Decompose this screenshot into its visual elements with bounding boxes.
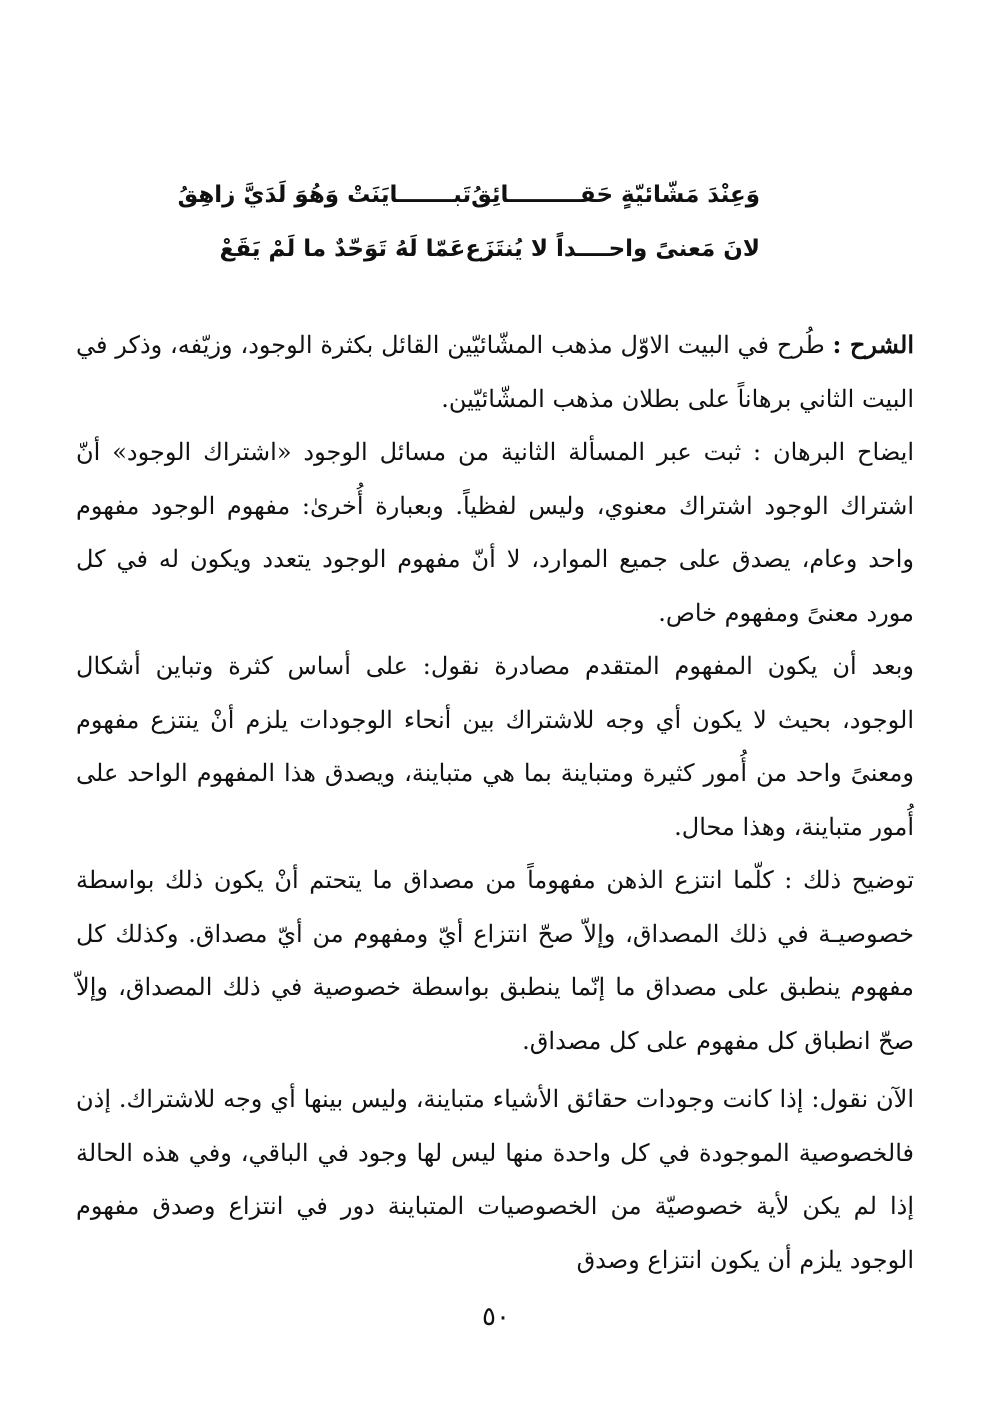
verse-line-1 xyxy=(177,168,760,222)
page-number: ٥٠ xyxy=(482,1302,510,1332)
verse-2-second-hemistich: عَمّا لَهُ تَوَحّدٌ ما لَمْ يَقَعْ xyxy=(219,236,466,262)
paragraph-text: طُرح في البيت الاوّل مذهب المشّائيّين القائل بكثرة الوجود، وزيّفه، وذكر في البيت الثاني برهاناً على بطلان مذهب المشّائيّين. xyxy=(76,331,914,413)
paragraph-text: وبعد أن يكون المفهوم المتقدم مصادرة نقول: على أساس كثرة وتباين أشكال الوجود، بحيث لا يكون أي وجه للاشتراك بين أنحاء الوجودات يلزم أنْ ينتزع مفهوم ومعنىً واحد من أُمور كثيرة ومتباينة بما هي متباينة، ويصدق هذا المفهوم الواحد على أُمور متباينة، وهذا محال. xyxy=(76,652,914,841)
paragraph-text: الآن نقول: إذا كانت وجودات حقائق الأشياء متباينة، وليس بينها أي وجه للاشتراك. إذن فالخصوصية الموجودة في كل واحدة منها ليس لها وجود في الباقي، وفي هذه الحالة إذا لم يكن لأية خصوصيّة من الخصوصيات المتباينة دور في انتزاع وصدق مفهوم الوجود يلزم أن يكون انتزاع وصدق xyxy=(76,1085,914,1274)
paragraph-proof-clarification xyxy=(76,426,914,640)
paragraph-text: توضيح ذلك : كلّما انتزع الذهن مفهوماً من مصداق ما يتحتم أنْ يكون ذلك بواسطة خصوصيـة في ذلك المصداق، وإلاّ صحّ انتزاع أيّ ومفهوم من أيّ مصداق. وكذلك كل مفهوم ينطبق على مصداق ما إنّما ينطبق بواسطة خصوصية في ذلك المصداق، وإلاّ صحّ انطباق كل مفهوم على كل مصداق. xyxy=(76,866,914,1055)
verse-line-2 xyxy=(219,222,760,276)
paragraph-text: ايضاح البرهان : ثبت عبر المسألة الثانية من مسائل الوجود «اشتراك الوجود» أنّ اشتراك الوجود اشتراك معنوي، وليس لفظياً. وبعبارة أُخرىٰ: مفهوم الوجود مفهوم واحد وعام، يصدق على جميع الموارد، لا أنّ مفهوم الوجود يتعدد ويكون له في كل مورد معنىً ومفهوم خاص. xyxy=(76,438,914,627)
paragraph-conclusion xyxy=(76,1073,914,1287)
paragraph-explanation xyxy=(76,318,914,426)
explanation-heading: الشرح : xyxy=(832,330,915,359)
paragraph-argument xyxy=(76,640,914,854)
verse-2-first-hemistich: لانَ مَعنىً واحــــداً لا يُنتَزَع xyxy=(465,236,760,262)
verse-1-second-hemistich: تَبـــــــايَنَتْ وَهُوَ لَدَيَّ زاهِقُ xyxy=(177,182,472,208)
verse-1-first-hemistich: وَعِنْدَ مَشّائيّةٍ حَقـــــــــائِقُ xyxy=(471,182,760,208)
commentary-text xyxy=(76,318,914,1287)
poem-verses xyxy=(177,168,760,276)
paragraph-clarification xyxy=(76,854,914,1068)
